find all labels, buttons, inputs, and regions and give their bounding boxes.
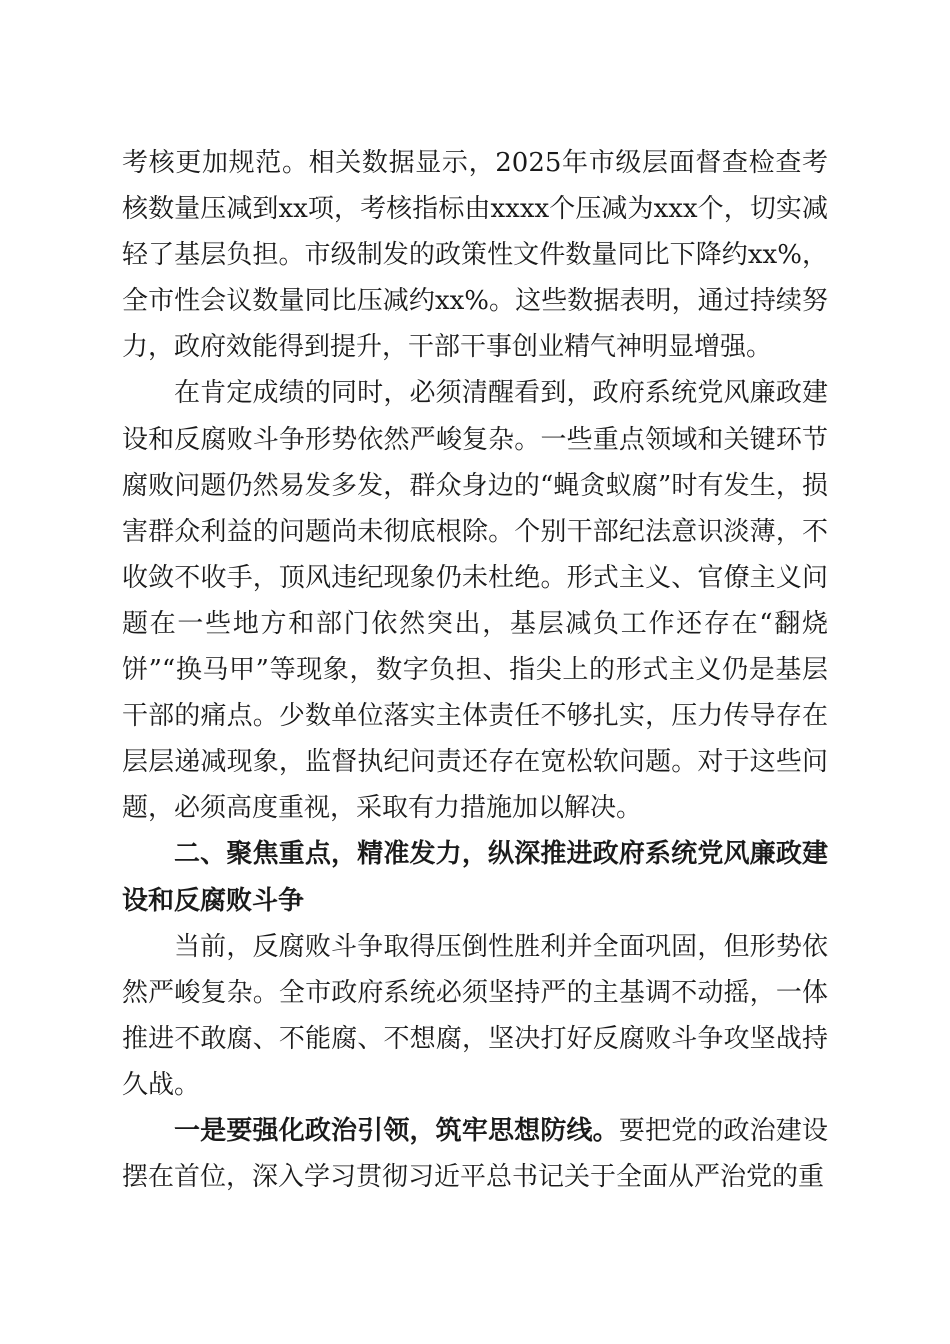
point-one-body: 要把党的政治建设摆在首位，深入学习贯彻习近平总书记关于全面从严治党的重 (122, 1115, 828, 1193)
document-body (122, 140, 828, 1200)
paragraph-problems: 在肯定成绩的同时，必须清醒看到，政府系统党风廉政建设和反腐败斗争形势依然严峻复杂。一些重点领域和关键环节腐败问题仍然易发多发，群众身边的“蝇贪蚁腐”时有发生，损害群众利益的问题尚未彻底根除。个别干部纪法意识淡薄，不收敛不收手，顶风违纪现象仍未杜绝。形式主义、官僚主义问题在一些地方和部门依然突出，基层减负工作还存在“翻烧饼”“换马甲”等现象，数字负担、指尖上的形式主义仍是基层干部的痛点。少数单位落实主体责任不够扎实，压力传导存在层层递减现象，监督执纪问责还存在宽松软问题。对于这些问题，必须高度重视，采取有力措施加以解决。 (122, 378, 828, 824)
paragraph-current-situation: 当前，反腐败斗争取得压倒性胜利并全面巩固，但形势依然严峻复杂。全市政府系统必须坚持严的主基调不动摇，一体推进不敢腐、不能腐、不想腐，坚决打好反腐败斗争攻坚战持久战。 (122, 931, 828, 1100)
paragraph-results-data: 考核更加规范。相关数据显示，2025年市级层面督查检查考核数量压减到xx项，考核指标由xxxx个压减为xxx个，切实减轻了基层负担。市级制发的政策性文件数量同比下降约xx%，全市性会议数量同比压减约xx%。这些数据表明，通过持续努力，政府效能得到提升，干部干事创业精气神明显增强。 (122, 148, 828, 363)
section-heading-2: 二、聚焦重点，精准发力，纵深推进政府系统党风廉政建设和反腐败斗争 (122, 839, 828, 916)
point-one-lead: 一是要强化政治引领，筑牢思想防线。 (174, 1115, 619, 1146)
paragraph-point-one (122, 1108, 828, 1200)
